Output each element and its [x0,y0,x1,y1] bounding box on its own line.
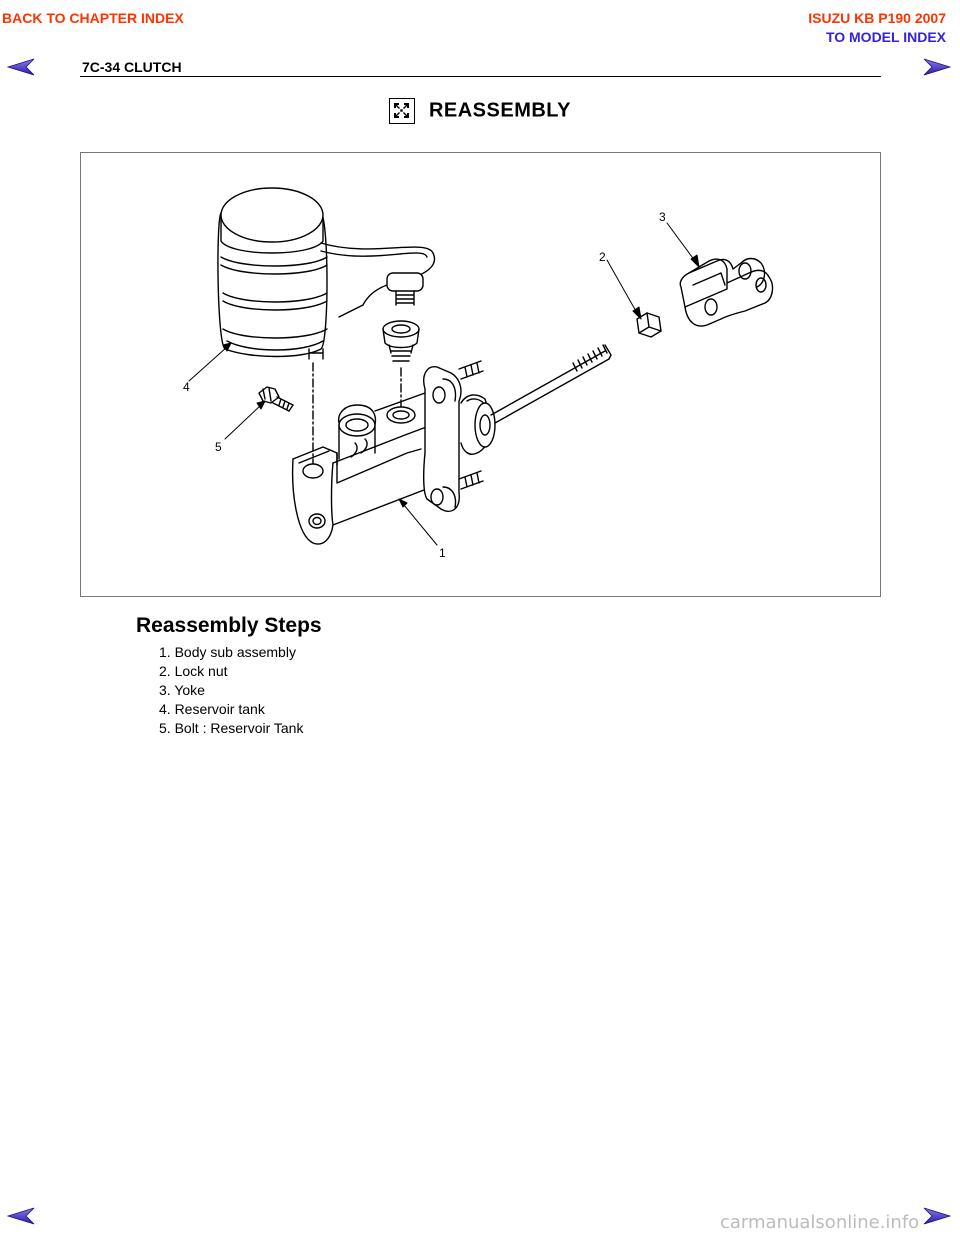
header-divider [80,76,881,77]
right-arrow-icon[interactable] [922,57,952,77]
page-heading [0,98,960,124]
yoke-drawing [680,259,772,327]
steps-title: Reassembly Steps [136,614,322,637]
callout-5: 5 [215,440,222,454]
list-item: 3. Yoke [159,682,205,698]
list-item: 2. Lock nut [159,663,228,679]
callout-3: 3 [659,210,666,224]
push-rod-drawing [491,345,611,423]
bolt-drawing [259,387,293,411]
watermark: carmanualsonline.info [720,1212,920,1233]
exploded-diagram-figure [80,152,881,597]
left-arrow-icon[interactable] [6,1206,36,1226]
page-title: REASSEMBLY [428,99,572,122]
callout-1: 1 [439,546,446,560]
list-item: 1. Body sub assembly [159,644,296,660]
list-item: 4. Reservoir tank [159,701,265,717]
back-to-chapter-index-link[interactable]: BACK TO CHAPTER INDEX [2,10,184,26]
callout-2: 2 [599,250,606,264]
reassembly-icon [389,98,415,124]
back-to-model-index-link[interactable]: TO MODEL INDEX [825,29,946,45]
section-header: 7C-34 CLUTCH [82,59,182,75]
model-title-link[interactable]: ISUZU KB P190 2007 [808,10,946,26]
left-arrow-icon[interactable] [6,57,36,77]
right-arrow-icon[interactable] [922,1206,952,1226]
steps-list [159,643,303,738]
seal-drawing [383,321,419,361]
callout-4: 4 [183,380,190,394]
body-sub-assembly-drawing [293,361,495,544]
clutch-master-cylinder-diagram [81,153,880,596]
list-item: 5. Bolt : Reservoir Tank [159,720,304,736]
